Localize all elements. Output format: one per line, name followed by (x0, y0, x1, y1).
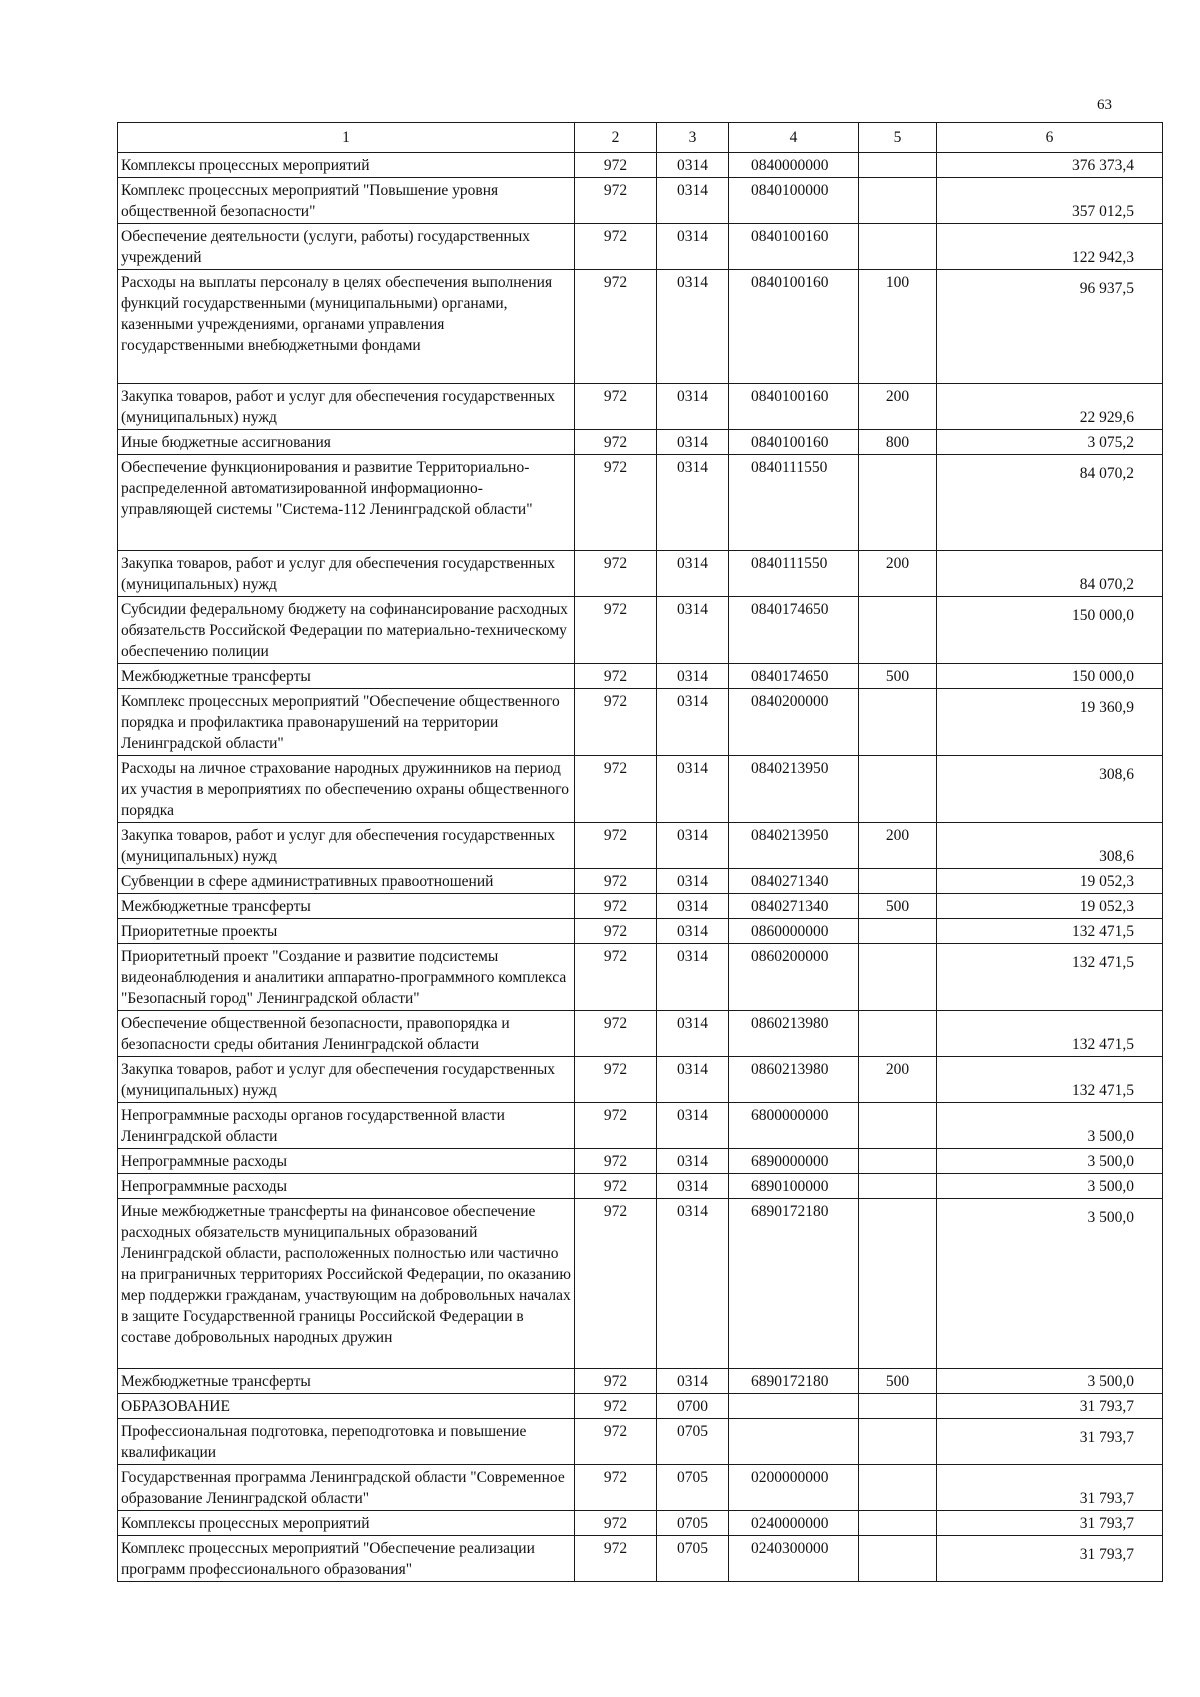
row-vr-cell (859, 1103, 937, 1149)
row-code-cell: 972 (575, 1394, 657, 1419)
row-name-cell: Субсидии федеральному бюджету на софинансирование расходных обязательств Российской Федерации по материально-техническому обеспечению полиции (118, 597, 575, 664)
budget-table (117, 122, 1163, 1582)
row-sum-cell: 31 793,7 (937, 1394, 1163, 1419)
row-code-cell: 972 (575, 1369, 657, 1394)
row-code-cell: 972 (575, 689, 657, 756)
row-vr-cell (859, 1511, 937, 1536)
header-col-1: 1 (118, 123, 575, 153)
row-sum-cell: 150 000,0 (937, 597, 1163, 664)
row-sum-cell: 19 360,9 (937, 689, 1163, 756)
row-code-cell: 972 (575, 1465, 657, 1511)
table-row (118, 551, 1163, 597)
row-section-cell: 0314 (657, 178, 729, 224)
header-col-2: 2 (575, 123, 657, 153)
row-section-cell: 0314 (657, 919, 729, 944)
header-col-5: 5 (859, 123, 937, 153)
table-row (118, 430, 1163, 455)
row-csr-cell: 0840100160 (729, 224, 859, 270)
row-name-cell: Закупка товаров, работ и услуг для обеспечения государственных (муниципальных) нужд (118, 551, 575, 597)
row-name-cell: Закупка товаров, работ и услуг для обеспечения государственных (муниципальных) нужд (118, 823, 575, 869)
row-vr-cell (859, 1394, 937, 1419)
row-vr-cell (859, 869, 937, 894)
row-vr-cell: 200 (859, 551, 937, 597)
row-csr-cell: 0840100160 (729, 384, 859, 430)
row-section-cell: 0314 (657, 756, 729, 823)
row-name-cell: Комплексы процессных мероприятий (118, 1511, 575, 1536)
row-csr-cell: 6890100000 (729, 1174, 859, 1199)
row-csr-cell: 6890172180 (729, 1199, 859, 1369)
row-sum-cell: 19 052,3 (937, 894, 1163, 919)
row-code-cell: 972 (575, 944, 657, 1011)
row-section-cell: 0700 (657, 1394, 729, 1419)
row-vr-cell (859, 597, 937, 664)
row-code-cell: 972 (575, 1174, 657, 1199)
row-sum-cell: 96 937,5 (937, 270, 1163, 384)
row-code-cell: 972 (575, 664, 657, 689)
row-section-cell: 0314 (657, 894, 729, 919)
row-vr-cell (859, 944, 937, 1011)
table-row (118, 153, 1163, 178)
row-section-cell: 0314 (657, 1199, 729, 1369)
row-sum-cell: 357 012,5 (937, 178, 1163, 224)
row-name-cell: Закупка товаров, работ и услуг для обеспечения государственных (муниципальных) нужд (118, 1057, 575, 1103)
row-section-cell: 0705 (657, 1511, 729, 1536)
row-section-cell: 0314 (657, 823, 729, 869)
row-name-cell: Непрограммные расходы (118, 1174, 575, 1199)
row-vr-cell: 200 (859, 823, 937, 869)
row-sum-cell: 3 500,0 (937, 1103, 1163, 1149)
row-code-cell: 972 (575, 153, 657, 178)
row-code-cell: 972 (575, 756, 657, 823)
table-row (118, 944, 1163, 1011)
table-row (118, 1103, 1163, 1149)
row-vr-cell (859, 224, 937, 270)
row-code-cell: 972 (575, 894, 657, 919)
table-row (118, 384, 1163, 430)
row-sum-cell: 31 793,7 (937, 1465, 1163, 1511)
row-name-cell: Государственная программа Ленинградской области "Современное образование Ленинградской области" (118, 1465, 575, 1511)
row-code-cell: 972 (575, 1419, 657, 1465)
row-csr-cell: 0840174650 (729, 664, 859, 689)
table-row (118, 894, 1163, 919)
row-name-cell: Межбюджетные трансферты (118, 894, 575, 919)
row-vr-cell (859, 178, 937, 224)
row-vr-cell: 800 (859, 430, 937, 455)
row-name-cell: Комплексы процессных мероприятий (118, 153, 575, 178)
header-row (118, 123, 1163, 153)
row-sum-cell: 150 000,0 (937, 664, 1163, 689)
row-name-cell: ОБРАЗОВАНИЕ (118, 1394, 575, 1419)
row-csr-cell: 0860213980 (729, 1011, 859, 1057)
row-code-cell: 972 (575, 1536, 657, 1582)
row-sum-cell: 19 052,3 (937, 869, 1163, 894)
row-vr-cell: 500 (859, 1369, 937, 1394)
row-vr-cell: 200 (859, 384, 937, 430)
page-number: 63 (1097, 97, 1112, 113)
row-name-cell: Межбюджетные трансферты (118, 664, 575, 689)
header-col-4: 4 (729, 123, 859, 153)
table-row (118, 1369, 1163, 1394)
row-csr-cell: 0240000000 (729, 1511, 859, 1536)
row-name-cell: Обеспечение общественной безопасности, правопорядка и безопасности среды обитания Ленинградской области (118, 1011, 575, 1057)
row-section-cell: 0314 (657, 1011, 729, 1057)
row-vr-cell (859, 1011, 937, 1057)
row-csr-cell: 6800000000 (729, 1103, 859, 1149)
row-csr-cell: 0840100160 (729, 430, 859, 455)
row-section-cell: 0314 (657, 1174, 729, 1199)
row-csr-cell: 0200000000 (729, 1465, 859, 1511)
header-col-6: 6 (937, 123, 1163, 153)
row-section-cell: 0314 (657, 1057, 729, 1103)
row-csr-cell (729, 1419, 859, 1465)
row-csr-cell: 6890000000 (729, 1149, 859, 1174)
row-section-cell: 0314 (657, 597, 729, 664)
row-csr-cell: 0240300000 (729, 1536, 859, 1582)
table-row (118, 756, 1163, 823)
table-body (118, 123, 1163, 1582)
row-vr-cell (859, 1199, 937, 1369)
row-name-cell: Иные межбюджетные трансферты на финансовое обеспечение расходных обязательств муниципальных образований Ленинградской области, расположенных полностью или частично на приграничных территориях Российской Федерации, по оказанию мер поддержки гражданам, участвующим на добровольных началах в защите Государственной границы Российской Федерации в составе добровольных народных дружин (118, 1199, 575, 1369)
row-code-cell: 972 (575, 1057, 657, 1103)
row-name-cell: Непрограммные расходы (118, 1149, 575, 1174)
row-name-cell: Закупка товаров, работ и услуг для обеспечения государственных (муниципальных) нужд (118, 384, 575, 430)
row-vr-cell (859, 756, 937, 823)
row-vr-cell (859, 1149, 937, 1174)
row-section-cell: 0314 (657, 455, 729, 551)
row-vr-cell (859, 455, 937, 551)
table-row (118, 270, 1163, 384)
row-sum-cell: 308,6 (937, 823, 1163, 869)
row-code-cell: 972 (575, 384, 657, 430)
row-csr-cell: 0860000000 (729, 919, 859, 944)
row-name-cell: Комплекс процессных мероприятий "Обеспечение реализации программ профессионального образования" (118, 1536, 575, 1582)
row-name-cell: Иные бюджетные ассигнования (118, 430, 575, 455)
row-vr-cell: 500 (859, 894, 937, 919)
row-section-cell: 0314 (657, 224, 729, 270)
row-code-cell: 972 (575, 869, 657, 894)
row-section-cell: 0314 (657, 1103, 729, 1149)
row-vr-cell: 200 (859, 1057, 937, 1103)
row-vr-cell (859, 919, 937, 944)
row-sum-cell: 31 793,7 (937, 1419, 1163, 1465)
row-code-cell: 972 (575, 1511, 657, 1536)
row-code-cell: 972 (575, 1149, 657, 1174)
table-row (118, 1174, 1163, 1199)
table-row (118, 1057, 1163, 1103)
row-section-cell: 0314 (657, 430, 729, 455)
row-name-cell: Обеспечение функционирования и развитие Территориально-распределенной автоматизированной информационно-управляющей системы "Система-112 Ленинградской области" (118, 455, 575, 551)
row-csr-cell: 0840271340 (729, 869, 859, 894)
row-code-cell: 972 (575, 1011, 657, 1057)
row-code-cell: 972 (575, 455, 657, 551)
row-sum-cell: 122 942,3 (937, 224, 1163, 270)
row-sum-cell: 31 793,7 (937, 1536, 1163, 1582)
row-csr-cell: 0860213980 (729, 1057, 859, 1103)
table-row (118, 178, 1163, 224)
table-row (118, 1149, 1163, 1174)
row-name-cell: Расходы на выплаты персоналу в целях обеспечения выполнения функций государственными (муниципальными) органами, казенными учреждениями, органами управления государственными внебюджетными фондами (118, 270, 575, 384)
row-name-cell: Комплекс процессных мероприятий "Обеспечение общественного порядка и профилактика правонарушений на территории Ленинградской области" (118, 689, 575, 756)
row-vr-cell: 100 (859, 270, 937, 384)
row-code-cell: 972 (575, 1103, 657, 1149)
row-section-cell: 0705 (657, 1465, 729, 1511)
row-name-cell: Непрограммные расходы органов государственной власти Ленинградской области (118, 1103, 575, 1149)
row-section-cell: 0314 (657, 664, 729, 689)
row-sum-cell: 84 070,2 (937, 455, 1163, 551)
row-code-cell: 972 (575, 551, 657, 597)
row-section-cell: 0314 (657, 551, 729, 597)
row-name-cell: Межбюджетные трансферты (118, 1369, 575, 1394)
row-name-cell: Субвенции в сфере административных правоотношений (118, 869, 575, 894)
row-code-cell: 972 (575, 430, 657, 455)
row-section-cell: 0705 (657, 1536, 729, 1582)
row-sum-cell: 132 471,5 (937, 944, 1163, 1011)
row-vr-cell (859, 1536, 937, 1582)
row-code-cell: 972 (575, 178, 657, 224)
row-sum-cell: 308,6 (937, 756, 1163, 823)
table-row (118, 597, 1163, 664)
table-row (118, 919, 1163, 944)
row-name-cell: Приоритетные проекты (118, 919, 575, 944)
row-name-cell: Комплекс процессных мероприятий "Повышение уровня общественной безопасности" (118, 178, 575, 224)
row-vr-cell (859, 153, 937, 178)
row-csr-cell: 0840100000 (729, 178, 859, 224)
row-csr-cell (729, 1394, 859, 1419)
row-vr-cell: 500 (859, 664, 937, 689)
table-row (118, 689, 1163, 756)
table-row (118, 455, 1163, 551)
row-section-cell: 0705 (657, 1419, 729, 1465)
row-sum-cell: 132 471,5 (937, 919, 1163, 944)
row-csr-cell: 0840200000 (729, 689, 859, 756)
row-sum-cell: 3 500,0 (937, 1149, 1163, 1174)
row-vr-cell (859, 1465, 937, 1511)
row-vr-cell (859, 689, 937, 756)
row-csr-cell: 0840100160 (729, 270, 859, 384)
row-csr-cell: 0840213950 (729, 756, 859, 823)
row-name-cell: Расходы на личное страхование народных дружинников на период их участия в мероприятиях по обеспечению охраны общественного порядка (118, 756, 575, 823)
row-sum-cell: 84 070,2 (937, 551, 1163, 597)
row-sum-cell: 3 500,0 (937, 1174, 1163, 1199)
row-section-cell: 0314 (657, 153, 729, 178)
table-row (118, 1199, 1163, 1369)
row-sum-cell: 31 793,7 (937, 1511, 1163, 1536)
row-sum-cell: 132 471,5 (937, 1057, 1163, 1103)
row-csr-cell: 6890172180 (729, 1369, 859, 1394)
row-name-cell: Профессиональная подготовка, переподготовка и повышение квалификации (118, 1419, 575, 1465)
table-row (118, 823, 1163, 869)
table-row (118, 1011, 1163, 1057)
row-csr-cell: 0840000000 (729, 153, 859, 178)
table-row (118, 1419, 1163, 1465)
table-row (118, 224, 1163, 270)
row-code-cell: 972 (575, 270, 657, 384)
row-section-cell: 0314 (657, 869, 729, 894)
row-csr-cell: 0840271340 (729, 894, 859, 919)
row-sum-cell: 22 929,6 (937, 384, 1163, 430)
table-row (118, 1465, 1163, 1511)
row-sum-cell: 376 373,4 (937, 153, 1163, 178)
row-sum-cell: 3 500,0 (937, 1369, 1163, 1394)
table-row (118, 1511, 1163, 1536)
row-code-cell: 972 (575, 919, 657, 944)
row-sum-cell: 132 471,5 (937, 1011, 1163, 1057)
row-section-cell: 0314 (657, 270, 729, 384)
row-code-cell: 972 (575, 224, 657, 270)
row-code-cell: 972 (575, 597, 657, 664)
row-sum-cell: 3 500,0 (937, 1199, 1163, 1369)
row-csr-cell: 0840174650 (729, 597, 859, 664)
row-section-cell: 0314 (657, 944, 729, 1011)
row-sum-cell: 3 075,2 (937, 430, 1163, 455)
table-row (118, 1394, 1163, 1419)
row-vr-cell (859, 1419, 937, 1465)
row-csr-cell: 0860200000 (729, 944, 859, 1011)
table-row (118, 1536, 1163, 1582)
row-csr-cell: 0840111550 (729, 455, 859, 551)
table-row (118, 869, 1163, 894)
row-code-cell: 972 (575, 823, 657, 869)
row-section-cell: 0314 (657, 1149, 729, 1174)
row-name-cell: Обеспечение деятельности (услуги, работы) государственных учреждений (118, 224, 575, 270)
row-csr-cell: 0840111550 (729, 551, 859, 597)
header-col-3: 3 (657, 123, 729, 153)
row-section-cell: 0314 (657, 1369, 729, 1394)
row-csr-cell: 0840213950 (729, 823, 859, 869)
row-section-cell: 0314 (657, 384, 729, 430)
table-row (118, 664, 1163, 689)
row-code-cell: 972 (575, 1199, 657, 1369)
row-vr-cell (859, 1174, 937, 1199)
row-section-cell: 0314 (657, 689, 729, 756)
row-name-cell: Приоритетный проект "Создание и развитие подсистемы видеонаблюдения и аналитики аппаратно-программного комплекса "Безопасный город" Ленинградской области" (118, 944, 575, 1011)
